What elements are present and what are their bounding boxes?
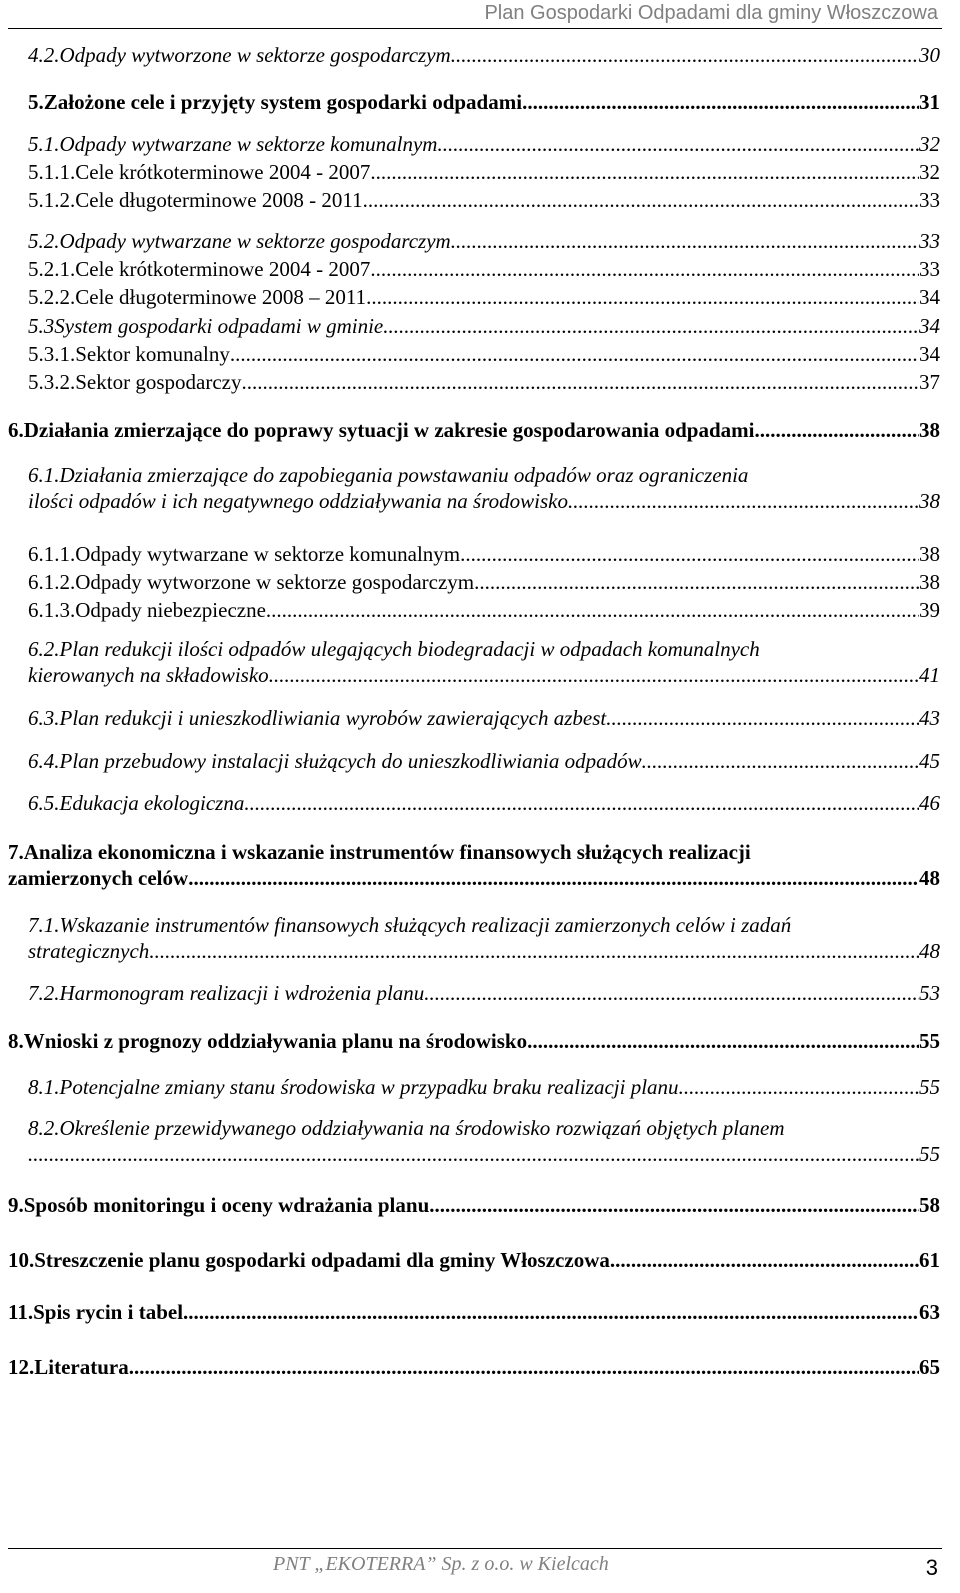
page-footer xyxy=(8,1548,942,1589)
toc-page-number: 34 xyxy=(919,285,940,309)
toc-number: 5. xyxy=(28,90,44,114)
toc-number: 8.1. xyxy=(28,1075,60,1099)
toc-number: 7. xyxy=(8,840,24,864)
toc-number: 6.1.2. xyxy=(28,570,76,594)
toc-title: Plan redukcji i unieszkodliwiania wyrobów zawierających azbest xyxy=(59,706,607,730)
toc-entry[interactable] xyxy=(8,1192,940,1218)
toc-entry[interactable] xyxy=(28,1074,940,1100)
toc-title: Odpady niebezpieczne xyxy=(75,598,266,622)
toc-page-number: 58 xyxy=(919,1193,940,1217)
toc-title: Literatura xyxy=(34,1355,129,1379)
toc-page-number: 33 xyxy=(919,257,940,281)
toc-page-number: 37 xyxy=(919,370,940,394)
toc-entry[interactable] xyxy=(8,839,940,891)
toc-entry[interactable] xyxy=(8,1028,940,1054)
toc-entry[interactable] xyxy=(28,912,940,964)
toc-entry[interactable] xyxy=(28,541,940,567)
toc-entry[interactable] xyxy=(28,341,940,367)
toc-leader-dots xyxy=(522,89,919,115)
toc-number: 5.2.2. xyxy=(28,285,76,309)
toc-leader-dots xyxy=(460,541,919,567)
toc-number: 11. xyxy=(8,1300,34,1324)
toc-entry[interactable] xyxy=(28,1115,940,1167)
toc-page-number: 30 xyxy=(919,43,940,67)
toc-title: Odpady wytwarzane w sektorze komunalnym xyxy=(75,542,461,566)
toc-number: 6.1. xyxy=(28,463,60,487)
toc-number: 7.2. xyxy=(28,981,60,1005)
page-number: 3 xyxy=(925,1555,938,1580)
toc-number: 12. xyxy=(8,1355,35,1379)
toc-title: System gospodarki odpadami w gminie xyxy=(54,314,384,338)
toc-leader-dots xyxy=(129,1354,919,1380)
toc-title: Cele krótkoterminowe 2004 - 2007 xyxy=(75,257,371,281)
toc-leader-dots xyxy=(230,341,919,367)
toc-number: 6.4. xyxy=(28,749,60,773)
toc-page-number: 32 xyxy=(919,132,940,156)
toc-leader-dots xyxy=(429,1192,919,1218)
toc-entry[interactable] xyxy=(28,313,940,339)
toc-title: Określenie przewidywanego oddziaływania na środowisko rozwiązań objętych planem xyxy=(59,1116,785,1140)
toc-page-number: 31 xyxy=(919,90,940,114)
toc-page-number: 32 xyxy=(919,160,940,184)
toc-leader-dots xyxy=(149,938,919,964)
toc-entry[interactable] xyxy=(28,256,940,282)
toc-page-number: 38 xyxy=(919,570,940,594)
document-title: Plan Gospodarki Odpadami dla gminy Włoszczowa xyxy=(484,2,938,24)
header-divider xyxy=(8,28,942,29)
toc-page-number: 61 xyxy=(919,1248,940,1272)
toc-entry[interactable] xyxy=(28,597,940,623)
toc-entry[interactable] xyxy=(8,417,940,443)
toc-entry[interactable] xyxy=(28,980,940,1006)
toc-number: 8. xyxy=(8,1029,24,1053)
toc-number: 6. xyxy=(8,418,24,442)
toc-leader-dots xyxy=(269,662,919,688)
toc-leader-dots xyxy=(474,569,919,595)
toc-title: Sektor gospodarczy xyxy=(75,370,242,394)
toc-title: Wnioski z prognozy oddziaływania planu na środowisko xyxy=(23,1029,528,1053)
toc-title-continued: kierowanych na składowisko xyxy=(28,663,269,687)
toc-page-number: 48 xyxy=(919,939,940,963)
toc-leader-dots xyxy=(383,313,919,339)
toc-entry[interactable] xyxy=(8,1354,940,1380)
toc-number: 6.2. xyxy=(28,637,60,661)
toc-page-number: 65 xyxy=(919,1355,940,1379)
toc-entry[interactable] xyxy=(28,636,940,688)
toc-number: 5.2.1. xyxy=(28,257,76,281)
toc-leader-dots xyxy=(424,980,919,1006)
toc-leader-dots xyxy=(642,748,919,774)
toc-title: Wskazanie instrumentów finansowych służących realizacji zamierzonych celów i zadań xyxy=(59,913,792,937)
toc-leader-dots xyxy=(754,417,919,443)
toc-title-continued: zamierzonych celów xyxy=(8,866,189,890)
toc-title: Cele krótkoterminowe 2004 - 2007 xyxy=(75,160,371,184)
toc-entry[interactable] xyxy=(28,790,940,816)
toc-title: Założone cele i przyjęty system gospodarki odpadami xyxy=(43,90,523,114)
toc-page-number: 43 xyxy=(919,706,940,730)
toc-number: 6.3. xyxy=(28,706,60,730)
toc-page-number: 38 xyxy=(919,542,940,566)
toc-page-number: 53 xyxy=(919,981,940,1005)
toc-page-number: 38 xyxy=(919,489,940,513)
toc-title: Odpady wytworzone w sektorze gospodarczym xyxy=(75,570,475,594)
toc-number: 5.3 xyxy=(28,314,55,338)
toc-leader-dots xyxy=(451,228,919,254)
toc-page-number: 48 xyxy=(919,866,940,890)
toc-page-number: 55 xyxy=(919,1075,940,1099)
toc-leader-dots xyxy=(363,187,919,213)
toc-leader-dots xyxy=(266,597,919,623)
toc-entry[interactable] xyxy=(28,159,940,185)
toc-title: Streszczenie planu gospodarki odpadami dla gminy Włoszczowa xyxy=(34,1248,610,1272)
toc-page-number: 46 xyxy=(919,791,940,815)
toc-page-number: 33 xyxy=(919,188,940,212)
toc-entry[interactable] xyxy=(28,462,940,514)
toc-title: Sektor komunalny xyxy=(75,342,230,366)
toc-title: Cele długoterminowe 2008 – 2011 xyxy=(75,285,367,309)
footer-company: PNT „EKOTERRA” Sp. z o.o. w Kielcach xyxy=(273,1553,609,1575)
toc-entry[interactable] xyxy=(28,131,940,157)
toc-entry[interactable] xyxy=(28,569,940,595)
toc-leader-dots xyxy=(241,369,919,395)
toc-page-number: 55 xyxy=(919,1029,940,1053)
toc-number: 5.1.2. xyxy=(28,188,76,212)
toc-page-number: 38 xyxy=(919,418,940,442)
toc-leader-dots xyxy=(610,1247,919,1273)
toc-number: 10. xyxy=(8,1248,35,1272)
toc-leader-dots xyxy=(451,42,919,68)
toc-page-number: 63 xyxy=(919,1300,940,1324)
toc-entry[interactable] xyxy=(28,187,940,213)
toc-title: Odpady wytwarzane w sektorze komunalnym xyxy=(59,132,438,156)
toc-entry[interactable] xyxy=(28,369,940,395)
toc-title: Odpady wytworzone w sektorze gospodarczym xyxy=(59,43,451,67)
toc-title: Edukacja ekologiczna xyxy=(59,791,245,815)
toc-page-number: 34 xyxy=(919,314,940,338)
toc-page-number: 33 xyxy=(919,229,940,253)
toc-title: Plan redukcji ilości odpadów ulegających biodegradacji w odpadach komunalnych xyxy=(59,637,760,661)
page-header xyxy=(0,0,938,25)
toc-title: Sposób monitoringu i oceny wdrażania planu xyxy=(23,1193,430,1217)
toc-entry[interactable] xyxy=(28,705,940,731)
toc-leader-dots xyxy=(527,1028,919,1054)
toc-title: Cele długoterminowe 2008 - 2011 xyxy=(75,188,363,212)
toc-entry[interactable] xyxy=(8,1299,940,1325)
toc-leader-dots xyxy=(183,1299,919,1325)
toc-number: 8.2. xyxy=(28,1116,60,1140)
toc-leader-dots xyxy=(568,488,919,514)
toc-number: 5.3.2. xyxy=(28,370,76,394)
toc-leader-dots xyxy=(244,790,919,816)
toc-leader-dots xyxy=(370,256,919,282)
toc-number: 5.1. xyxy=(28,132,60,156)
toc-entry[interactable] xyxy=(28,228,940,254)
toc-title-continued: ilości odpadów i ich negatywnego oddziaływania na środowisko xyxy=(28,489,568,513)
toc-title: Plan przebudowy instalacji służących do unieszkodliwiania odpadów xyxy=(59,749,642,773)
toc-entry[interactable] xyxy=(28,748,940,774)
toc-leader-dots xyxy=(366,284,919,310)
toc-title: Harmonogram realizacji i wdrożenia planu xyxy=(59,981,425,1005)
toc-number: 7.1. xyxy=(28,913,60,937)
toc-page-number: 45 xyxy=(919,749,940,773)
toc-number: 6.1.1. xyxy=(28,542,76,566)
toc-entry[interactable] xyxy=(28,42,940,68)
toc-entry[interactable] xyxy=(28,284,940,310)
toc-number: 4.2. xyxy=(28,43,60,67)
toc-title: Potencjalne zmiany stanu środowiska w przypadku braku realizacji planu xyxy=(59,1075,679,1099)
toc-title: Spis rycin i tabel xyxy=(33,1300,184,1324)
toc-page-number: 34 xyxy=(919,342,940,366)
toc-leader-dots xyxy=(606,705,919,731)
toc-page-number: 39 xyxy=(919,598,940,622)
toc-leader-dots xyxy=(679,1074,919,1100)
toc-page-number: 41 xyxy=(919,663,940,687)
toc-entry[interactable] xyxy=(8,1247,940,1273)
toc-leader-dots xyxy=(370,159,919,185)
toc-number: 6.1.3. xyxy=(28,598,76,622)
toc-title: Analiza ekonomiczna i wskazanie instrumentów finansowych służących realizacji xyxy=(23,840,751,864)
toc-page-number: 55 xyxy=(919,1142,940,1166)
toc-title-continued: strategicznych xyxy=(28,939,150,963)
toc-title: Odpady wytwarzane w sektorze gospodarczym xyxy=(59,229,451,253)
toc-title: Działania zmierzające do poprawy sytuacji w zakresie gospodarowania odpadami xyxy=(23,418,755,442)
toc-number: 9. xyxy=(8,1193,24,1217)
toc-number: 5.1.1. xyxy=(28,160,76,184)
toc-number: 6.5. xyxy=(28,791,60,815)
toc-leader-dots xyxy=(437,131,919,157)
toc-leader-dots xyxy=(28,1141,919,1167)
toc-number: 5.2. xyxy=(28,229,60,253)
toc-number: 5.3.1. xyxy=(28,342,76,366)
toc-title: Działania zmierzające do zapobiegania powstawaniu odpadów oraz ograniczenia xyxy=(59,463,749,487)
toc-leader-dots xyxy=(188,865,919,891)
toc-entry[interactable] xyxy=(28,89,940,115)
